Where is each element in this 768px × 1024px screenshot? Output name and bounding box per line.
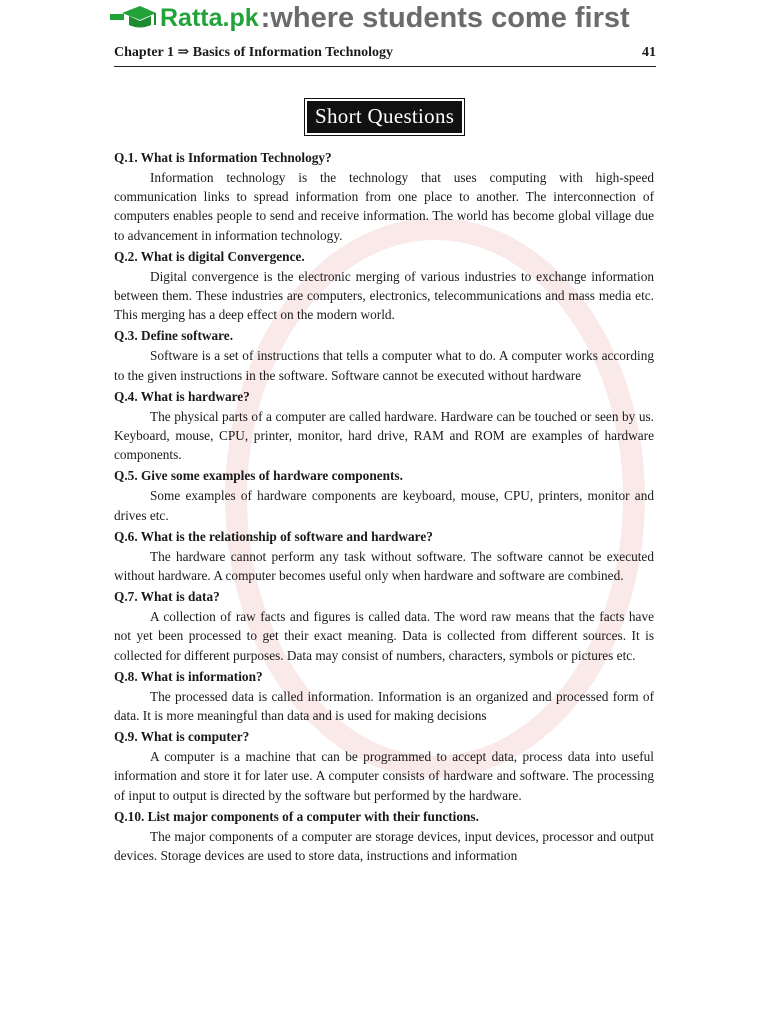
- running-head: [114, 44, 656, 61]
- question-heading: Q.7. What is data?: [114, 589, 220, 605]
- question-heading: Q.2. What is digital Convergence.: [114, 248, 305, 264]
- question-answer: Software is a set of instructions that tells a computer what to do. A computer works according to the given instructions in the software. Software cannot be executed without hardware: [114, 348, 654, 383]
- question-heading: Q.6. What is the relationship of software and hardware?: [114, 528, 433, 544]
- question-heading: Q.4. What is hardware?: [114, 388, 250, 404]
- question-heading: Q.10. List major components of a computer with their functions.: [114, 808, 479, 824]
- question-heading: Q.5. Give some examples of hardware components.: [114, 468, 403, 484]
- question-answer: The hardware cannot perform any task without software. The software cannot be executed without hardware. A computer becomes useful only when hardware and software are combined.: [114, 548, 654, 584]
- question-answer: The processed data is called information. Information is an organized and processed form of data. It is more meaningful than data and is used for making decisions: [114, 688, 654, 724]
- question-heading: Q.9. What is computer?: [114, 729, 250, 745]
- header-divider: [114, 66, 656, 67]
- graduation-cap-icon: [110, 4, 156, 32]
- chapter-title: Chapter 1 ⇒ Basics of Information Technology: [114, 45, 394, 60]
- question-heading: Q.3. Define software.: [114, 328, 234, 344]
- section-title: Short Questions: [307, 101, 462, 133]
- question-answer: Information technology is the technology that uses computing with high-speed communication links to spread information from one place to another. The interconnection of computers enables people to send and receive information. The world has become global village due to advancement in information technology.: [114, 170, 654, 243]
- brand-name: Ratta.pk: [160, 3, 259, 32]
- brand-tagline: :where students come first: [260, 1, 630, 34]
- questions-list: [114, 148, 654, 867]
- question-heading: Q.1. What is Information Technology?: [114, 150, 332, 165]
- question-answer: The major components of a computer are storage devices, input devices, processor and output devices. Storage devices are used to store data, instructions and information: [114, 828, 654, 864]
- question-answer: The physical parts of a computer are called hardware. Hardware can be touched or seen by us. Keyboard, mouse, CPU, printer, monitor, hard drive, RAM and ROM are examples of hardware components.: [114, 408, 654, 463]
- question-answer: A collection of raw facts and figures is called data. The word raw means that the facts have not yet been processed to get their exact meaning. Data is collected from different sources. It is collected for different purposes. Data may consist of numbers, characters, symbols or pictures etc.: [114, 609, 654, 663]
- question-answer: Digital convergence is the electronic merging of various industries to exchange information between them. These industries are computers, electronics, telecommunications and mass media etc. This merging has a deep effect on the modern world.: [114, 268, 654, 323]
- question-heading: Q.8. What is information?: [114, 668, 263, 684]
- brand-banner[interactable]: [110, 0, 630, 36]
- page-number: 41: [642, 45, 656, 60]
- question-answer: Some examples of hardware components are keyboard, mouse, CPU, printers, monitor and drives etc.: [114, 488, 654, 523]
- question-answer: A computer is a machine that can be programmed to accept data, process data into useful information and store it for later use. A computer consists of hardware and software. The processing of input to output is directed by the software but performed by the hardware.: [114, 749, 654, 803]
